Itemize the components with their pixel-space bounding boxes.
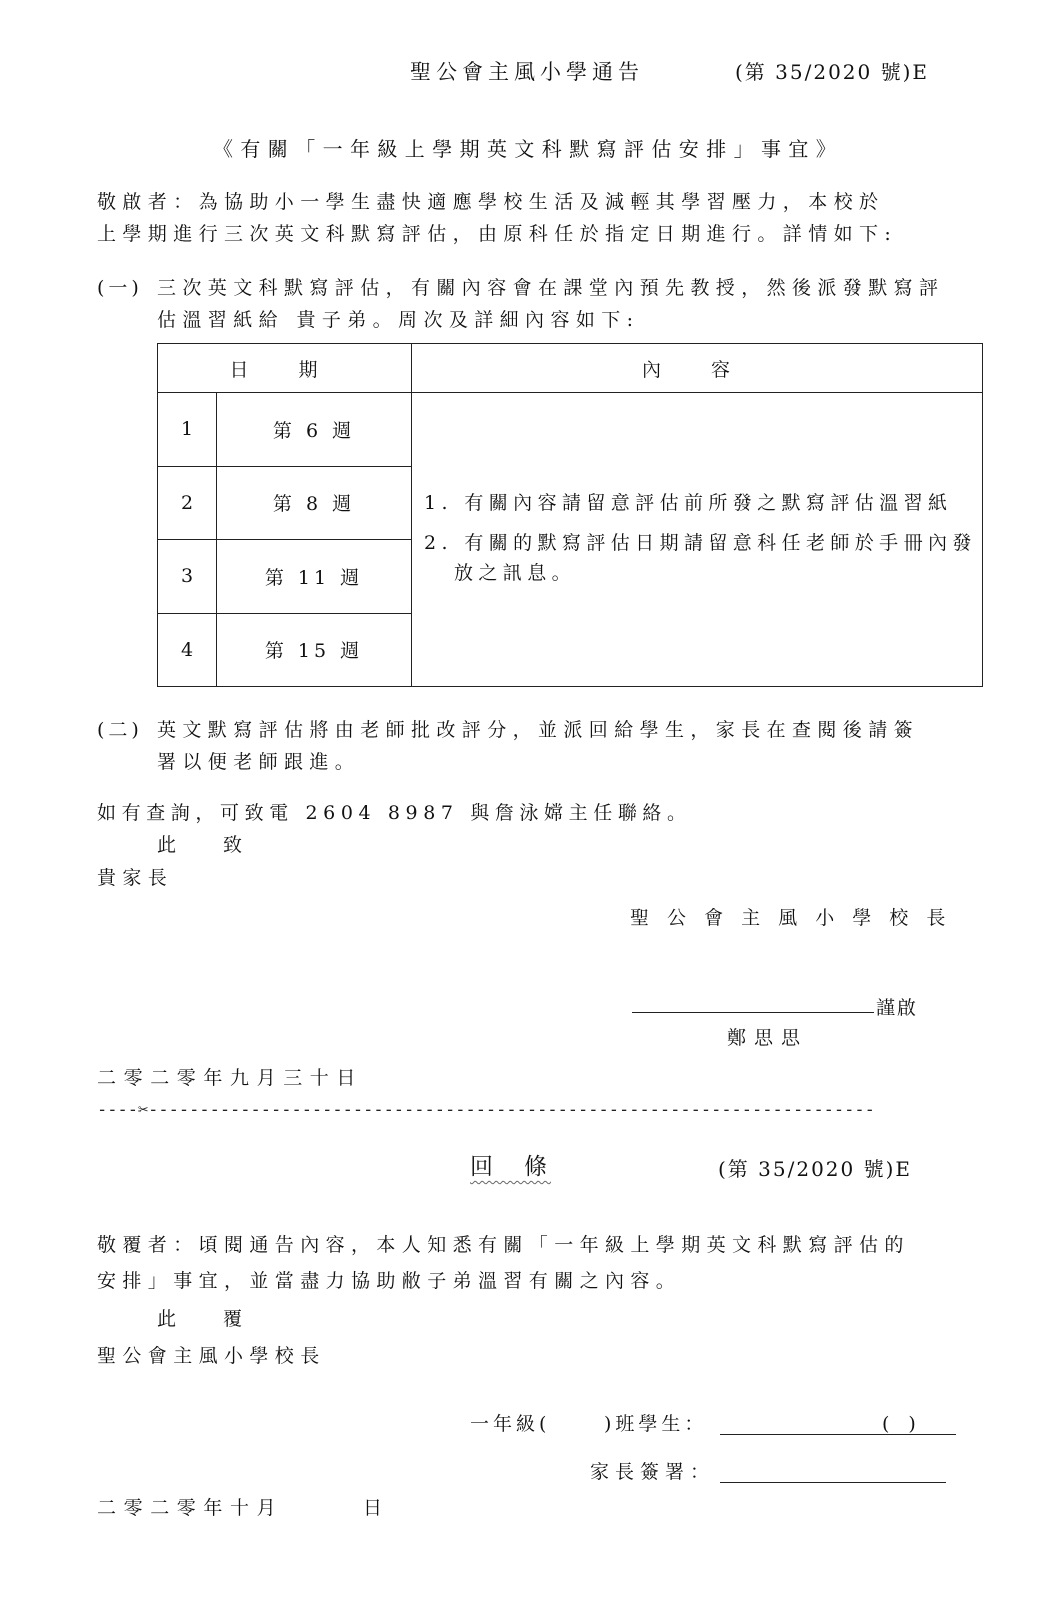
reply-doc-number: (第 35/2020 號)E xyxy=(718,1157,913,1181)
section-1-marker: (一) xyxy=(97,277,143,299)
content-cell xyxy=(412,393,983,687)
reply-slip-title: 回 條 xyxy=(470,1154,551,1180)
table-row xyxy=(158,393,983,467)
parent-signature-label: 家長簽署： xyxy=(590,1461,716,1483)
principal-title: 聖 公 會 主 風 小 學 校 長 xyxy=(630,907,952,929)
section-2-line-1: 英文默寫評估將由老師批改評分，並派回給學生，家長在查閱後請簽 xyxy=(157,719,920,741)
row-week: 第 15 週 xyxy=(217,613,412,687)
doc-number: (第 35/2020 號)E xyxy=(735,60,930,84)
row-number: 1 xyxy=(158,393,217,467)
student-name-field[interactable] xyxy=(720,1434,956,1435)
header-date: 日 期 xyxy=(158,344,412,393)
reply-line-2: 安排」事宜，並當盡力協助敝子弟溫習有關之內容。 xyxy=(97,1270,682,1292)
principal-signature-line xyxy=(632,1012,874,1013)
closing-salutation: 此 致 xyxy=(157,834,257,856)
reply-addressee: 聖公會主風小學校長 xyxy=(97,1345,326,1367)
notice-title: 《有關「一年級上學期英文科默寫評估安排」事宜》 xyxy=(213,137,844,161)
section-1-line-1: 三次英文科默寫評估，有關內容會在課堂內預先教授，然後派發默寫評 xyxy=(157,277,945,299)
row-number: 2 xyxy=(158,466,217,540)
section-2-line-2: 署以便老師跟進。 xyxy=(157,751,361,773)
intro-line-1: 敬啟者：為協助小一學生盡快適應學校生活及減輕其學習壓力，本校於 xyxy=(97,191,885,213)
content-item-1: 1. 有關內容請留意評估前所發之默寫評估溫習紙 xyxy=(424,491,953,514)
class-suffix: )班學生： xyxy=(604,1413,708,1435)
row-number: 4 xyxy=(158,613,217,687)
enquiry-line: 如有查詢，可致電 2604 8987 與詹泳嫦主任聯絡。 xyxy=(97,802,692,824)
reply-date: 二零二零年十月 日 xyxy=(97,1497,390,1519)
student-number-paren: ( ) xyxy=(882,1413,916,1435)
reply-closing: 此 覆 xyxy=(157,1308,257,1330)
principal-name: 鄭思思 xyxy=(727,1027,809,1049)
section-1-line-2: 估溫習紙給 貴子弟。周次及詳細內容如下: xyxy=(157,309,640,331)
header-content: 內 容 xyxy=(412,344,983,393)
row-number: 3 xyxy=(158,540,217,614)
parent-signature-field[interactable] xyxy=(720,1482,946,1483)
respectfully-closing: 謹啟 xyxy=(876,997,919,1019)
row-week: 第 8 週 xyxy=(217,466,412,540)
row-week: 第 11 週 xyxy=(217,540,412,614)
notice-date: 二零二零年九月三十日 xyxy=(97,1067,364,1089)
content-item-2: 2. 有關的默寫評估日期請留意科任老師於手冊內發放之訊息。 xyxy=(424,531,977,584)
intro-line-2: 上學期進行三次英文科默寫評估，由原科任於指定日期進行。詳情如下: xyxy=(97,223,898,245)
table-header-row xyxy=(158,344,983,393)
reply-line-1: 敬覆者：頃閱通告內容，本人知悉有關「一年級上學期英文科默寫評估的 xyxy=(97,1234,910,1256)
school-notice-heading: 聖公會主風小學通告 xyxy=(410,60,644,84)
section-2-marker: (二) xyxy=(97,719,143,741)
schedule-table xyxy=(157,343,983,687)
cut-line: ----✂----------------------------------------------------------------------- xyxy=(97,1100,875,1120)
class-prefix: 一年級( xyxy=(470,1413,551,1435)
addressee: 貴家長 xyxy=(97,867,174,889)
row-week: 第 6 週 xyxy=(217,393,412,467)
